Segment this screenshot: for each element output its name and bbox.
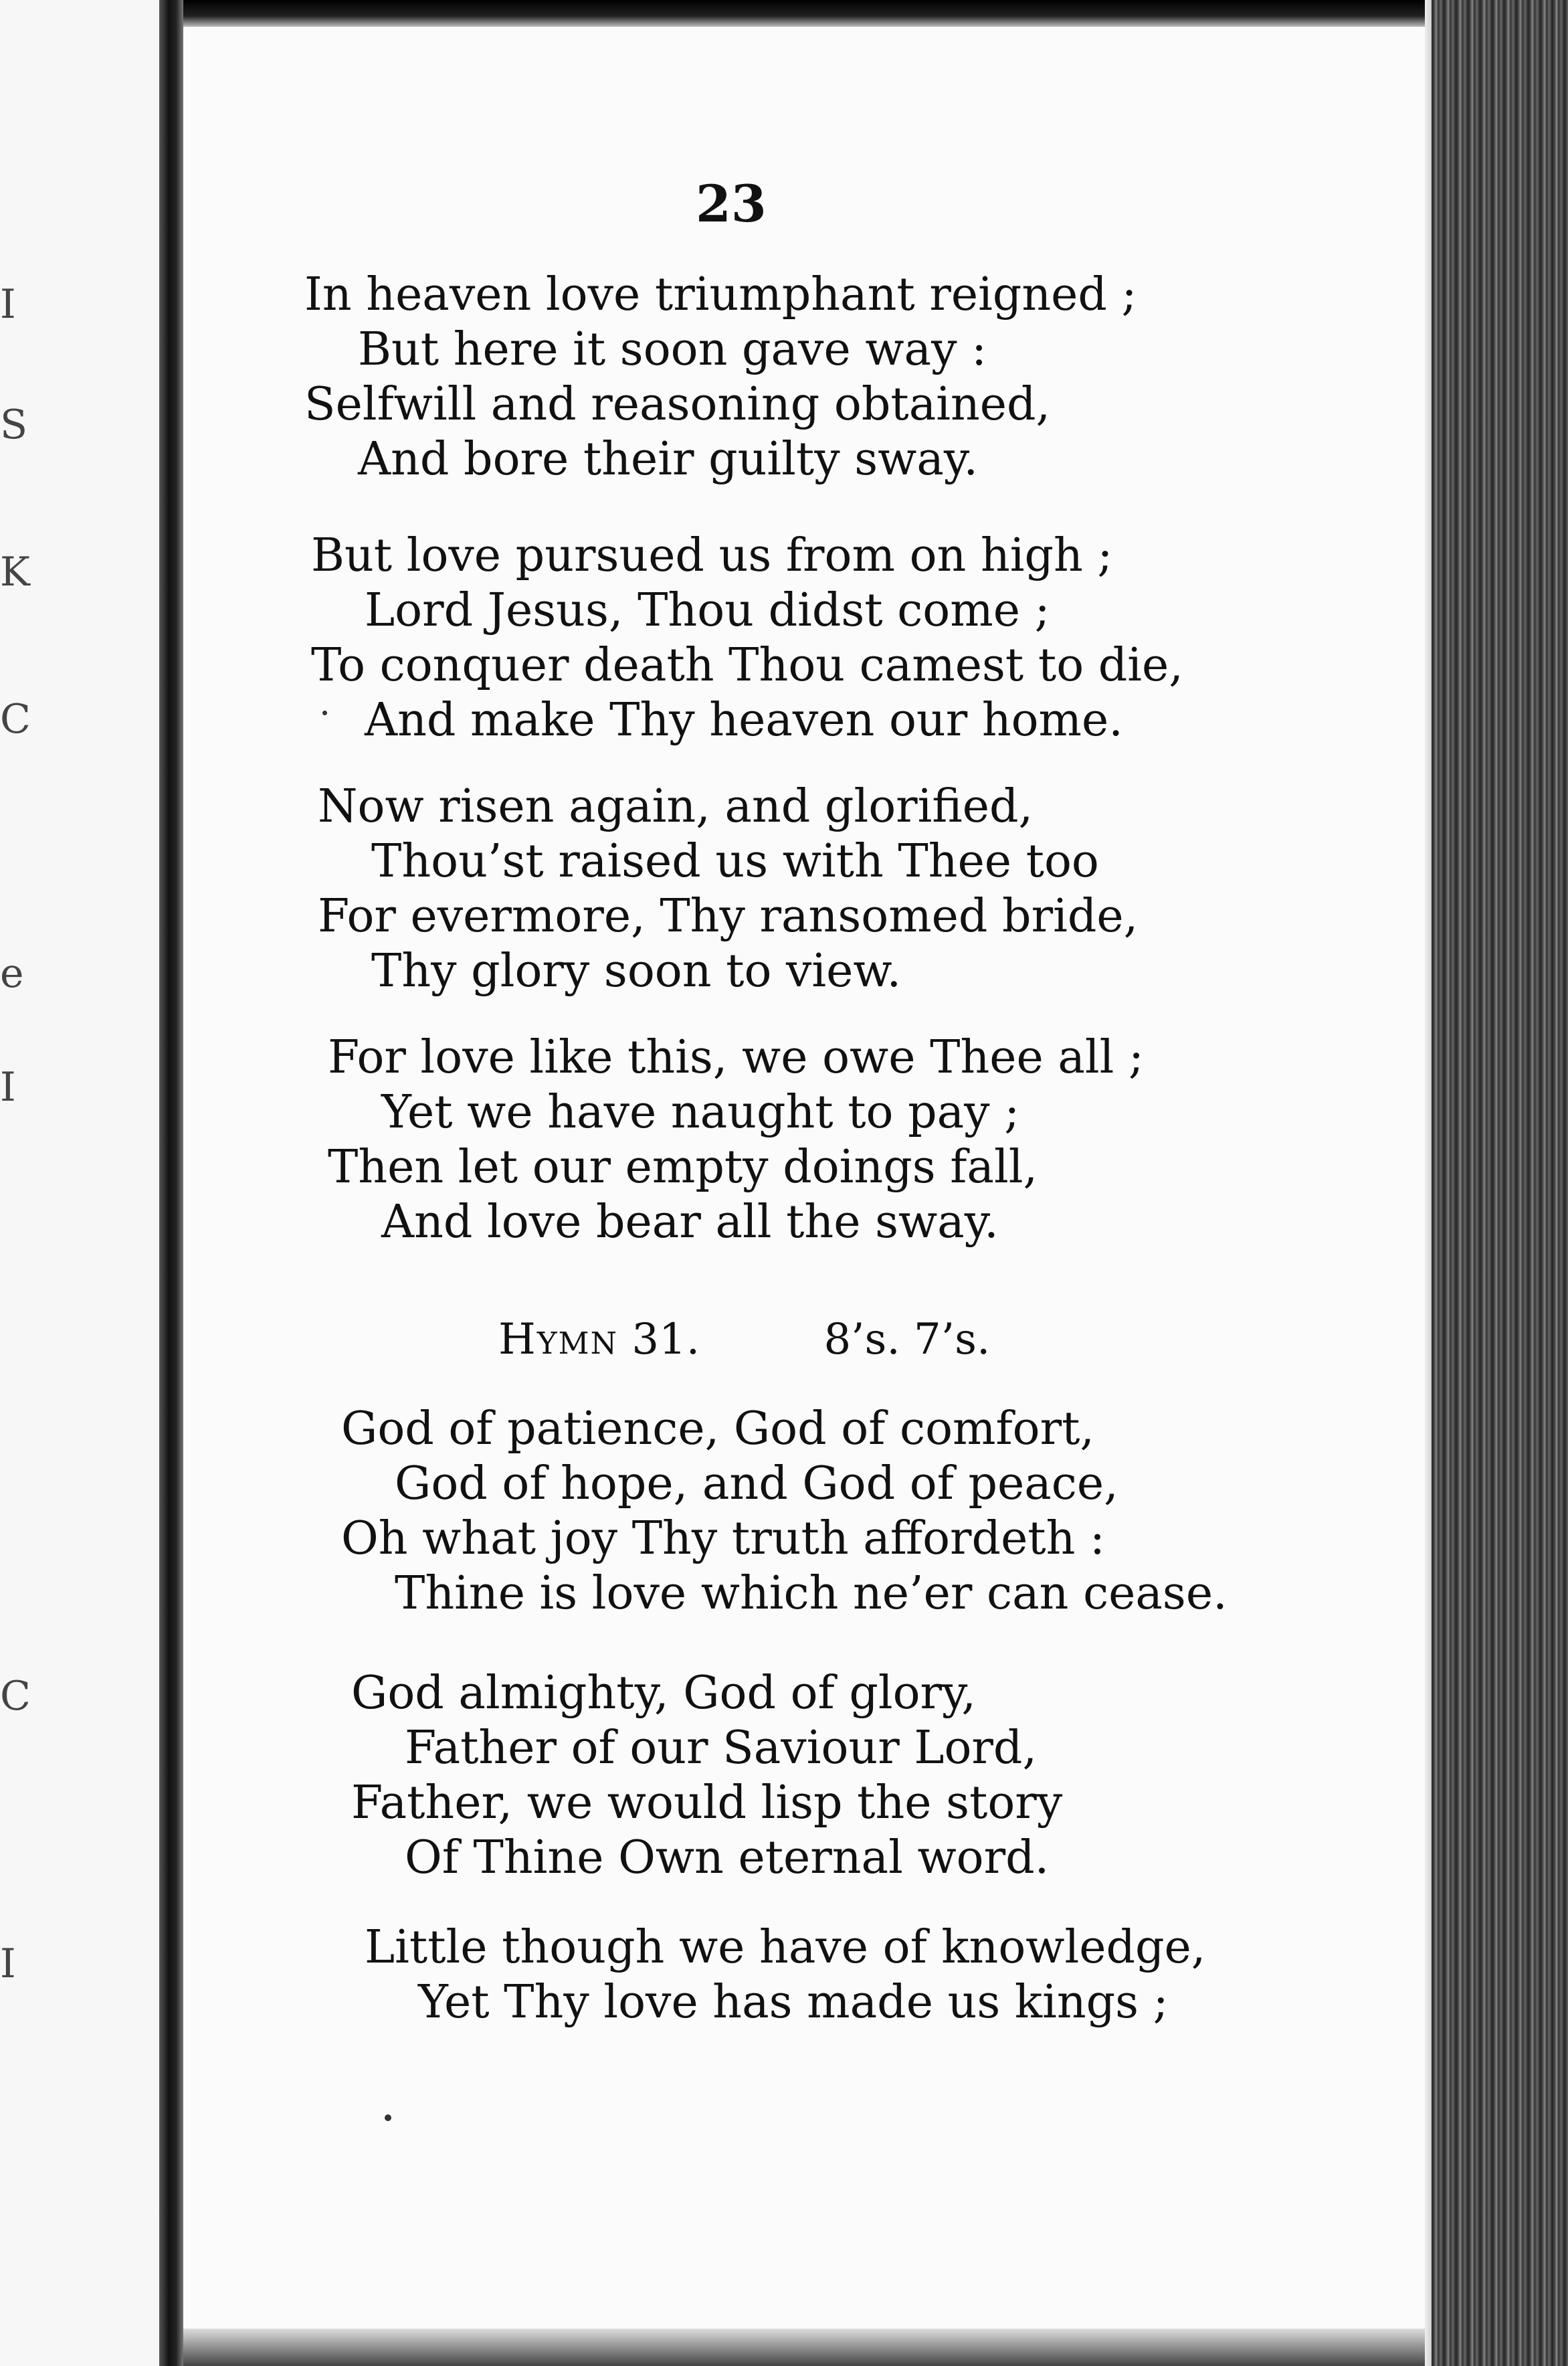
verse-line: Yet we have naught to pay ; [381,1086,1020,1139]
verse-line: Now risen again, and glorified, [318,780,1034,833]
verse-line: But here it soon gave way : [358,323,987,376]
verse-line: Yet Thy love has made us kings ; [418,1976,1169,2029]
hymn-meter: 8’s. 7’s. [823,1315,991,1364]
verse-line: Father, we would lisp the story [351,1777,1063,1829]
verse-line: But love pursued us from on high ; [311,529,1113,582]
verse-line: Thine is love which ne’er can cease. [395,1567,1228,1620]
verse-line: Thy glory soon to view. [371,945,902,998]
verse-line: Oh what joy Thy truth affordeth : [341,1512,1105,1565]
verse-line: Little though we have of knowledge, [365,1921,1206,1974]
verse-line: Thou’st raised us with Thee too [371,835,1099,888]
verse-line: And bore their guilty sway. [358,433,978,486]
left-page-fragment [0,0,165,2366]
page-bottom-shadow [183,2329,1434,2366]
stanza-3 [318,780,1138,999]
verse-line: Father of our Saviour Lord, [405,1722,1038,1774]
verse-line: For evermore, Thy ransomed bride, [318,890,1139,943]
verse-line: God almighty, God of glory, [351,1667,977,1720]
left-page-glyph: C [0,696,31,743]
book-gutter [159,0,183,2366]
stanza-1 [304,268,1137,487]
left-page-glyph: e [0,950,24,997]
left-page-glyph: I [0,281,16,328]
hymn-number: 31. [631,1315,700,1364]
verse-line: God of patience, God of comfort, [341,1402,1095,1455]
left-page-glyph: S [0,401,28,448]
left-page-glyph: C [0,1673,31,1720]
stanza-4 [328,1030,1144,1250]
stanza-5 [341,1402,1228,1621]
left-page-glyph: K [0,549,30,596]
page-number: 23 [696,174,767,234]
verse-line: And love bear all the sway. [381,1196,999,1249]
verse-line: Then let our empty doings fall, [328,1141,1038,1194]
left-page-glyph: I [0,1064,16,1111]
ink-speck [385,2114,391,2121]
stanza-2 [311,529,1183,748]
page-top-shadow [183,0,1434,27]
ink-speck [322,711,327,715]
verse-line: God of hope, and God of peace, [395,1457,1118,1510]
verse-line: Lord Jesus, Thou didst come ; [365,584,1050,637]
hymn-label: Hymn [498,1315,618,1364]
hymn-heading [498,1315,990,1364]
verse-line: To conquer death Thou camest to die, [311,639,1183,692]
verse-line: And make Thy heaven our home. [365,694,1123,747]
stanza-7 [365,1920,1205,2030]
left-page-glyph: I [0,1940,16,1987]
verse-line: In heaven love triumphant reigned ; [304,268,1137,321]
verse-line: For love like this, we owe Thee all ; [328,1031,1144,1084]
verse-line: Of Thine Own eternal word. [405,1831,1050,1884]
stanza-6 [351,1666,1062,1886]
book-fore-edge [1432,0,1568,2366]
verse-line: Selfwill and reasoning obtained, [304,378,1051,431]
